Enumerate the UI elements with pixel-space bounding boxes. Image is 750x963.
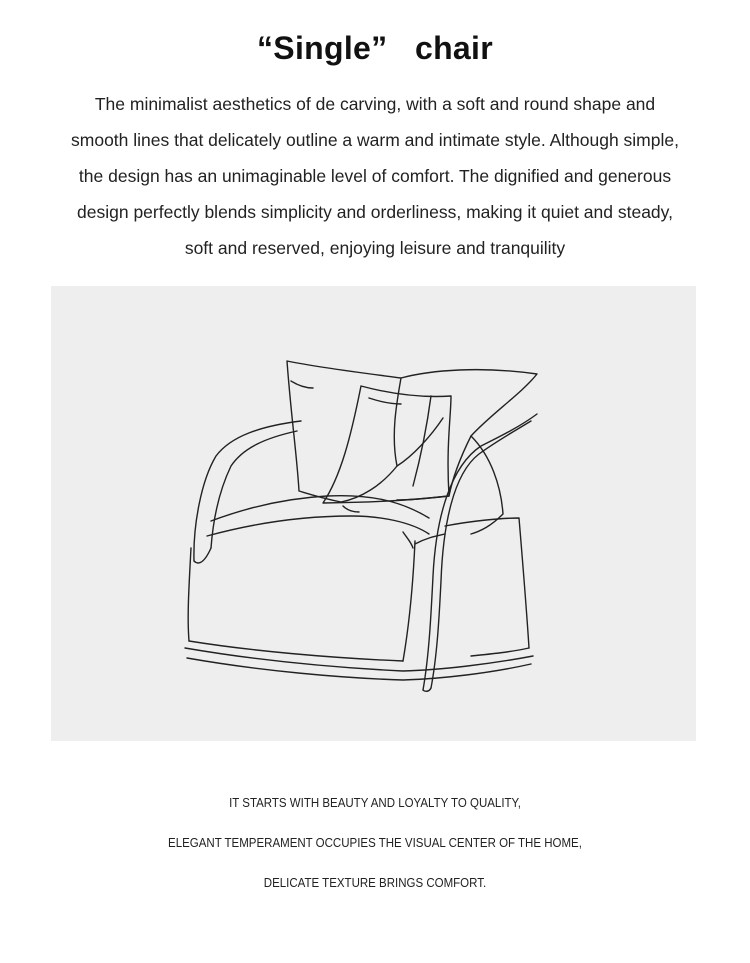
tagline-comfort: DELICATE TEXTURE BRINGS COMFORT. xyxy=(263,876,487,890)
armchair-line-drawing-icon xyxy=(51,286,696,741)
page-title: “Single” chair xyxy=(257,30,493,66)
product-description: The minimalist aesthetics of de carving, with a soft and round shape and smooth lines that delicately outline a warm and intimate style. Although simple, the design has an unimaginable level of comfort. The dignified and generous design perfectly blends simplicity and orderliness, making it quiet and steady, soft and reserved, enjoying leisure and tranquility xyxy=(71,94,679,258)
chair-illustration xyxy=(51,286,696,741)
tagline-quality: IT STARTS WITH BEAUTY AND LOYALTY TO QUALITY, xyxy=(229,796,521,810)
tagline-temperament: ELEGANT TEMPERAMENT OCCUPIES THE VISUAL CENTER OF THE HOME, xyxy=(168,836,582,850)
